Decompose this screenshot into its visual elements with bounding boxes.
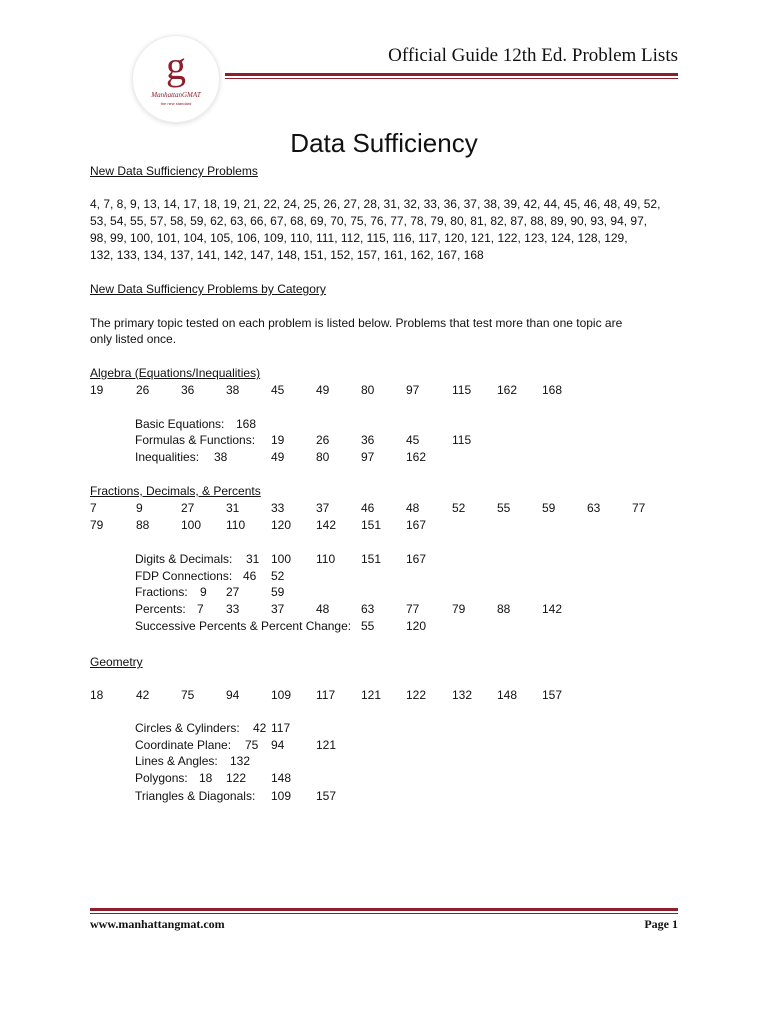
header-rule-thin [225,78,678,79]
problem-number: 142 [542,602,563,616]
problem-number: 33 [271,501,285,515]
intro-line: The primary topic tested on each problem is listed below. Problems that test more than one topic are [90,316,623,330]
fdp-sub-digits [0,551,768,567]
intro-line: only listed once. [90,332,177,346]
problem-number: 97 [361,450,375,464]
footer-website: www.manhattangmat.com [90,917,225,931]
problem-number: 31 [246,552,260,566]
fdp-row-1 [0,500,768,516]
subtopic-label: Polygons: [135,771,188,785]
problem-number: 157 [542,688,563,702]
problem-number: 94 [226,688,240,702]
problem-number: 79 [452,602,466,616]
problem-number: 19 [271,433,285,447]
problem-number: 59 [542,501,556,515]
footer-rule-thick [90,908,678,911]
problem-number: 110 [226,518,246,532]
subtopic-label: Fractions: [135,585,188,599]
problem-number: 148 [497,688,518,702]
problem-number: 26 [136,383,150,397]
problem-number: 79 [90,518,104,532]
new-problems-heading: New Data Sufficiency Problems [90,164,258,178]
problem-number: 63 [361,602,375,616]
problem-number: 168 [542,383,563,397]
footer-rule-thin [90,913,678,914]
problem-number: 100 [181,518,202,532]
problem-number: 18 [90,688,104,702]
problem-number: 38 [226,383,240,397]
problem-number: 109 [271,789,292,803]
problem-number: 77 [406,602,420,616]
problem-number: 52 [271,569,285,583]
problem-number: 142 [316,518,337,532]
problem-number: 42 [136,688,150,702]
problem-number: 162 [497,383,518,397]
problem-number: 157 [316,789,337,803]
subtopic-label: Formulas & Functions: [135,433,256,447]
fdp-sub-connections [0,568,768,584]
problem-number: 48 [406,501,420,515]
logo-brand: ManhattanGMAT [151,91,201,99]
problem-number: 115 [452,433,472,447]
problem-number: 9 [136,501,143,515]
problem-number: 26 [316,433,330,447]
problem-number: 33 [226,602,240,616]
problem-number: 109 [271,688,292,702]
problem-number: 37 [271,602,285,616]
subtopic-label: Successive Percents & Percent Change: [135,619,352,633]
problem-number: 97 [406,383,420,397]
problem-number: 80 [316,450,330,464]
problem-number: 49 [316,383,330,397]
problem-number: 88 [136,518,150,532]
problem-number: 117 [271,721,291,735]
logo-tagline: the new standard [160,101,192,106]
problem-number: 110 [316,552,336,566]
algebra-sub-formulas [0,432,768,448]
new-problems-line: 98, 99, 100, 101, 104, 105, 106, 109, 110, 111, 112, 115, 116, 117, 120, 121, 122, 123, 124, 128, 129, [90,231,628,245]
problem-number: 31 [226,501,240,515]
problem-number: 75 [181,688,195,702]
problem-number: 151 [361,518,382,532]
logo-letter: g [166,43,186,88]
problem-number: 77 [632,501,646,515]
algebra-row-1 [0,382,768,398]
problem-number: 117 [316,688,336,702]
fdp-sub-fractions [0,584,768,600]
problem-number: 132 [452,688,473,702]
problem-number: 80 [361,383,375,397]
problem-number: 55 [497,501,511,515]
header-title: Official Guide 12th Ed. Problem Lists [388,45,678,66]
problem-number: 121 [316,738,337,752]
problem-number: 59 [271,585,285,599]
problem-number: 52 [452,501,466,515]
problem-number: 37 [316,501,330,515]
geometry-sub-triangles [0,788,768,804]
problem-number: 19 [90,383,104,397]
subtopic-label: Digits & Decimals: [135,552,233,566]
problem-number: 42 [253,721,267,735]
problem-number: 36 [181,383,195,397]
new-problems-line: 132, 133, 134, 137, 141, 142, 147, 148, 151, 152, 157, 161, 162, 167, 168 [90,248,484,262]
footer-page-number: Page 1 [644,917,678,931]
problem-number: 120 [271,518,292,532]
fdp-row-2 [0,517,768,533]
new-problems-line: 53, 54, 55, 57, 58, 59, 62, 63, 66, 67, 68, 69, 70, 75, 76, 77, 78, 79, 80, 81, 82, 87, 88, 89, 90, 93, 94, 97, [90,214,648,228]
problem-number: 38 [214,450,228,464]
problem-number: 75 [245,738,259,752]
problem-number: 167 [406,518,427,532]
problem-number: 36 [361,433,375,447]
problem-number: 120 [406,619,427,633]
fdp-sub-successive [0,618,768,634]
problem-number: 18 [199,771,213,785]
problem-number: 167 [406,552,427,566]
new-problems-line: 4, 7, 8, 9, 13, 14, 17, 18, 19, 21, 22, 24, 25, 26, 27, 28, 31, 32, 33, 36, 37, 38, 39, 42, 44, 45, 46, 48, 49, 52, [90,197,661,211]
problem-number: 122 [406,688,427,702]
subtopic-label: Percents: [135,602,186,616]
problem-number: 63 [587,501,601,515]
geometry-sub-polygons [0,770,768,786]
subtopic-label: Triangles & Diagonals: [135,789,256,803]
geometry-heading: Geometry [90,655,143,669]
problem-number: 49 [271,450,285,464]
problem-number: 94 [271,738,285,752]
problem-number: 45 [406,433,420,447]
algebra-sub-basic [0,416,768,432]
algebra-heading: Algebra (Equations/Inequalities) [90,366,261,380]
problem-number: 151 [361,552,382,566]
geometry-row-1 [0,687,768,703]
problem-number: 9 [200,585,207,599]
subtopic-label: Basic Equations: [135,417,225,431]
problem-number: 115 [452,383,472,397]
problem-number: 122 [226,771,247,785]
subtopic-label: Lines & Angles: [135,754,218,768]
subtopic-label: Circles & Cylinders: [135,721,240,735]
problem-number: 121 [361,688,382,702]
problem-number: 46 [361,501,375,515]
problem-number: 55 [361,619,375,633]
problem-number: 88 [497,602,511,616]
problem-number: 132 [230,754,251,768]
header-rule-thick [225,73,678,76]
subtopic-label: Coordinate Plane: [135,738,232,752]
problem-number: 48 [316,602,330,616]
problem-number: 27 [181,501,195,515]
page-title: Data Sufficiency [290,128,478,158]
problem-number: 148 [271,771,292,785]
subtopic-label: FDP Connections: [135,569,233,583]
algebra-sub-inequalities [0,449,768,465]
problem-number: 168 [236,417,257,431]
by-category-heading: New Data Sufficiency Problems by Category [90,282,326,296]
problem-number: 7 [90,501,97,515]
problem-number: 46 [243,569,257,583]
problem-number: 27 [226,585,240,599]
problem-number: 7 [197,602,204,616]
geometry-sub-circles [0,720,768,736]
subtopic-label: Inequalities: [135,450,200,464]
problem-number: 45 [271,383,285,397]
fdp-heading: Fractions, Decimals, & Percents [90,484,261,498]
fdp-sub-percents [0,601,768,617]
geometry-sub-lines [0,753,768,769]
problem-number: 100 [271,552,292,566]
manhattangmat-logo [133,36,219,122]
geometry-sub-coordinate [0,737,768,753]
problem-number: 162 [406,450,427,464]
